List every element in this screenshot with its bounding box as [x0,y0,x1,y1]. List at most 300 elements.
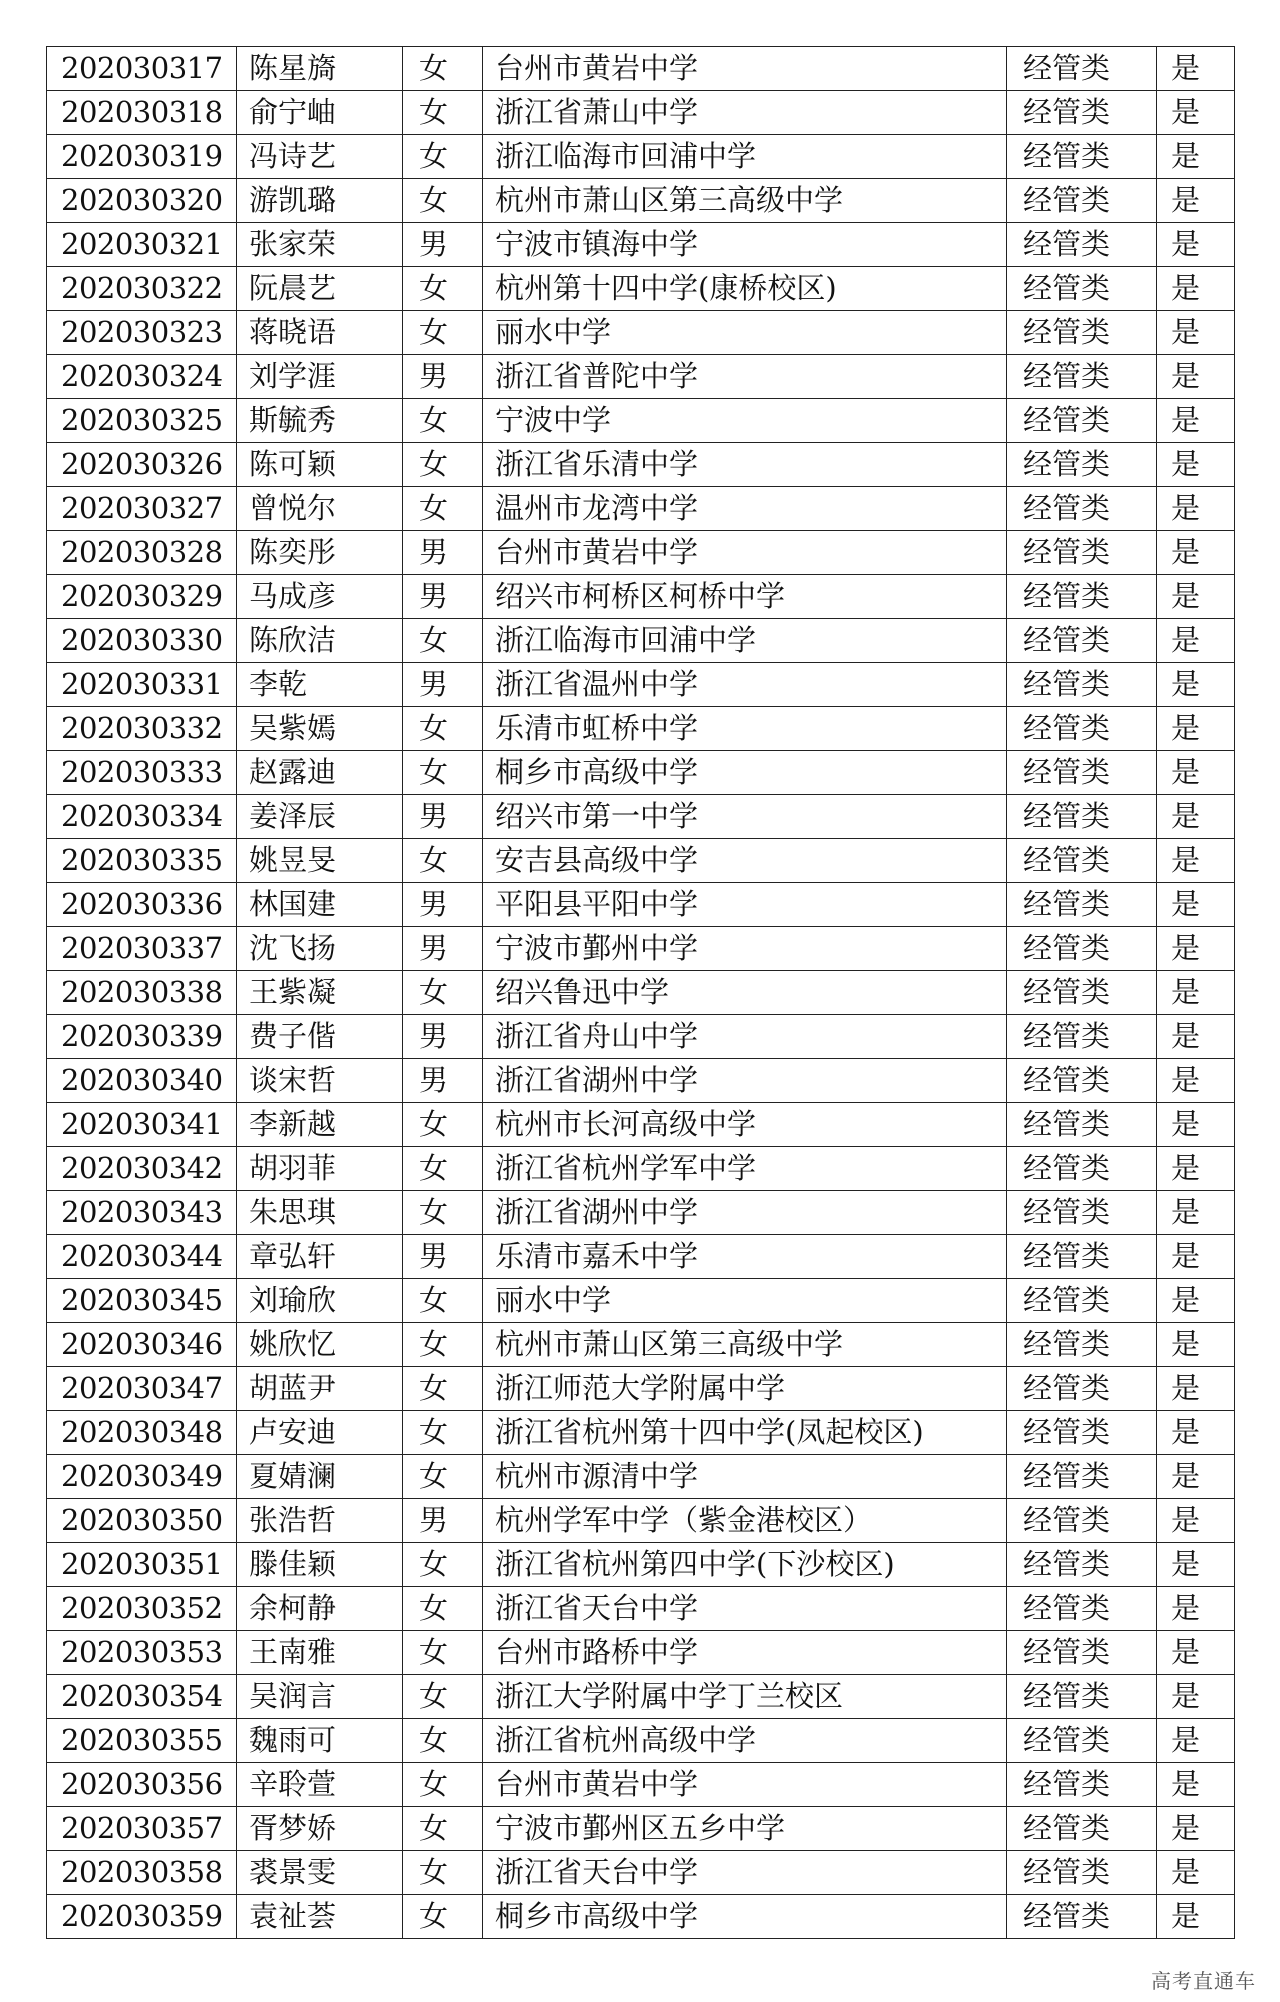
category-cell: 经管类 [1007,267,1157,311]
student-name-cell: 姚欣忆 [237,1323,403,1367]
category-cell: 经管类 [1007,1455,1157,1499]
school-cell: 杭州市萧山区第三高级中学 [483,1323,1007,1367]
table-row [47,1851,1235,1895]
status-cell: 是 [1157,355,1235,399]
table-row [47,1807,1235,1851]
gender-cell: 男 [403,1499,483,1543]
table-row [47,795,1235,839]
gender-cell: 女 [403,1367,483,1411]
category-cell: 经管类 [1007,1235,1157,1279]
table-row [47,1543,1235,1587]
school-cell: 杭州市长河高级中学 [483,1103,1007,1147]
student-name-cell: 俞宁岫 [237,91,403,135]
student-id-cell: 202030318 [47,91,237,135]
student-name-cell: 陈欣洁 [237,619,403,663]
school-cell: 桐乡市高级中学 [483,751,1007,795]
student-id-cell: 202030338 [47,971,237,1015]
status-cell: 是 [1157,1103,1235,1147]
table-row [47,1763,1235,1807]
student-name-cell: 王紫凝 [237,971,403,1015]
gender-cell: 男 [403,927,483,971]
student-name-cell: 谈宋哲 [237,1059,403,1103]
status-cell: 是 [1157,267,1235,311]
category-cell: 经管类 [1007,1543,1157,1587]
gender-cell: 女 [403,839,483,883]
table-row [47,1323,1235,1367]
student-name-cell: 冯诗艺 [237,135,403,179]
category-cell: 经管类 [1007,1279,1157,1323]
roster-table [46,46,1235,1939]
student-name-cell: 陈奕彤 [237,531,403,575]
gender-cell: 女 [403,91,483,135]
gender-cell: 女 [403,1103,483,1147]
status-cell: 是 [1157,1147,1235,1191]
table-row [47,1279,1235,1323]
school-cell: 浙江省乐清中学 [483,443,1007,487]
gender-cell: 男 [403,795,483,839]
status-cell: 是 [1157,1631,1235,1675]
student-id-cell: 202030351 [47,1543,237,1587]
table-row [47,179,1235,223]
school-cell: 杭州第十四中学(康桥校区) [483,267,1007,311]
student-id-cell: 202030336 [47,883,237,927]
category-cell: 经管类 [1007,663,1157,707]
table-row [47,311,1235,355]
student-id-cell: 202030323 [47,311,237,355]
student-name-cell: 费子偕 [237,1015,403,1059]
category-cell: 经管类 [1007,223,1157,267]
gender-cell: 女 [403,487,483,531]
roster-table-body [47,47,1235,1939]
status-cell: 是 [1157,1719,1235,1763]
category-cell: 经管类 [1007,1015,1157,1059]
student-name-cell: 王南雅 [237,1631,403,1675]
status-cell: 是 [1157,1367,1235,1411]
gender-cell: 女 [403,619,483,663]
status-cell: 是 [1157,1455,1235,1499]
watermark-text: 高考直通车 [1151,1969,1256,1993]
student-name-cell: 滕佳颖 [237,1543,403,1587]
school-cell: 浙江省天台中学 [483,1851,1007,1895]
status-cell: 是 [1157,575,1235,619]
gender-cell: 女 [403,1411,483,1455]
status-cell: 是 [1157,927,1235,971]
school-cell: 乐清市嘉禾中学 [483,1235,1007,1279]
student-id-cell: 202030352 [47,1587,237,1631]
category-cell: 经管类 [1007,1587,1157,1631]
student-id-cell: 202030344 [47,1235,237,1279]
table-row [47,1411,1235,1455]
gender-cell: 女 [403,1455,483,1499]
student-name-cell: 蒋晓语 [237,311,403,355]
student-id-cell: 202030337 [47,927,237,971]
school-cell: 浙江临海市回浦中学 [483,619,1007,663]
school-cell: 浙江省湖州中学 [483,1191,1007,1235]
gender-cell: 女 [403,971,483,1015]
student-id-cell: 202030317 [47,47,237,91]
table-row [47,839,1235,883]
category-cell: 经管类 [1007,1103,1157,1147]
category-cell: 经管类 [1007,1631,1157,1675]
gender-cell: 女 [403,1675,483,1719]
category-cell: 经管类 [1007,1367,1157,1411]
school-cell: 浙江省杭州学军中学 [483,1147,1007,1191]
table-row [47,1015,1235,1059]
student-name-cell: 张浩哲 [237,1499,403,1543]
student-id-cell: 202030358 [47,1851,237,1895]
school-cell: 安吉县高级中学 [483,839,1007,883]
student-id-cell: 202030321 [47,223,237,267]
gender-cell: 女 [403,311,483,355]
student-id-cell: 202030339 [47,1015,237,1059]
status-cell: 是 [1157,311,1235,355]
category-cell: 经管类 [1007,1499,1157,1543]
status-cell: 是 [1157,223,1235,267]
school-cell: 台州市路桥中学 [483,1631,1007,1675]
school-cell: 乐清市虹桥中学 [483,707,1007,751]
table-row [47,1719,1235,1763]
school-cell: 台州市黄岩中学 [483,1763,1007,1807]
student-name-cell: 魏雨可 [237,1719,403,1763]
roster-table-container [46,46,1234,1939]
table-row [47,1631,1235,1675]
student-id-cell: 202030345 [47,1279,237,1323]
school-cell: 浙江省杭州第十四中学(凤起校区) [483,1411,1007,1455]
student-name-cell: 袁祉荟 [237,1895,403,1939]
table-row [47,355,1235,399]
gender-cell: 女 [403,1191,483,1235]
student-id-cell: 202030326 [47,443,237,487]
gender-cell: 女 [403,47,483,91]
status-cell: 是 [1157,971,1235,1015]
category-cell: 经管类 [1007,751,1157,795]
school-cell: 丽水中学 [483,1279,1007,1323]
student-id-cell: 202030340 [47,1059,237,1103]
table-row [47,223,1235,267]
table-row [47,1103,1235,1147]
gender-cell: 女 [403,1807,483,1851]
school-cell: 宁波市鄞州中学 [483,927,1007,971]
school-cell: 浙江省萧山中学 [483,91,1007,135]
table-row [47,1499,1235,1543]
school-cell: 宁波市镇海中学 [483,223,1007,267]
school-cell: 宁波市鄞州区五乡中学 [483,1807,1007,1851]
school-cell: 浙江省温州中学 [483,663,1007,707]
student-name-cell: 张家荣 [237,223,403,267]
status-cell: 是 [1157,1895,1235,1939]
gender-cell: 女 [403,1279,483,1323]
table-row [47,883,1235,927]
status-cell: 是 [1157,1411,1235,1455]
category-cell: 经管类 [1007,399,1157,443]
table-row [47,1191,1235,1235]
student-name-cell: 游凯璐 [237,179,403,223]
category-cell: 经管类 [1007,927,1157,971]
school-cell: 浙江省杭州第四中学(下沙校区) [483,1543,1007,1587]
category-cell: 经管类 [1007,1059,1157,1103]
student-id-cell: 202030350 [47,1499,237,1543]
student-id-cell: 202030341 [47,1103,237,1147]
status-cell: 是 [1157,1323,1235,1367]
category-cell: 经管类 [1007,1895,1157,1939]
student-id-cell: 202030356 [47,1763,237,1807]
table-row [47,531,1235,575]
category-cell: 经管类 [1007,839,1157,883]
table-row [47,135,1235,179]
gender-cell: 女 [403,1631,483,1675]
table-row [47,487,1235,531]
student-name-cell: 辛聆萱 [237,1763,403,1807]
school-cell: 浙江省天台中学 [483,1587,1007,1631]
gender-cell: 女 [403,1323,483,1367]
student-id-cell: 202030320 [47,179,237,223]
category-cell: 经管类 [1007,575,1157,619]
category-cell: 经管类 [1007,91,1157,135]
school-cell: 浙江省湖州中学 [483,1059,1007,1103]
table-row [47,1675,1235,1719]
table-row [47,751,1235,795]
table-row [47,1059,1235,1103]
school-cell: 浙江大学附属中学丁兰校区 [483,1675,1007,1719]
gender-cell: 男 [403,223,483,267]
table-row [47,707,1235,751]
school-cell: 杭州市萧山区第三高级中学 [483,179,1007,223]
student-name-cell: 赵露迪 [237,751,403,795]
table-row [47,91,1235,135]
category-cell: 经管类 [1007,135,1157,179]
student-name-cell: 李新越 [237,1103,403,1147]
status-cell: 是 [1157,663,1235,707]
status-cell: 是 [1157,47,1235,91]
table-row [47,443,1235,487]
gender-cell: 女 [403,399,483,443]
table-row [47,1235,1235,1279]
student-id-cell: 202030324 [47,355,237,399]
status-cell: 是 [1157,1191,1235,1235]
status-cell: 是 [1157,91,1235,135]
student-name-cell: 马成彦 [237,575,403,619]
status-cell: 是 [1157,1807,1235,1851]
student-name-cell: 刘学涯 [237,355,403,399]
student-name-cell: 沈飞扬 [237,927,403,971]
student-id-cell: 202030329 [47,575,237,619]
gender-cell: 女 [403,707,483,751]
status-cell: 是 [1157,135,1235,179]
student-name-cell: 陈可颖 [237,443,403,487]
table-row [47,1587,1235,1631]
school-cell: 绍兴市柯桥区柯桥中学 [483,575,1007,619]
school-cell: 浙江省杭州高级中学 [483,1719,1007,1763]
school-cell: 杭州市源清中学 [483,1455,1007,1499]
student-name-cell: 裘景雯 [237,1851,403,1895]
status-cell: 是 [1157,1543,1235,1587]
student-id-cell: 202030331 [47,663,237,707]
category-cell: 经管类 [1007,1851,1157,1895]
student-id-cell: 202030343 [47,1191,237,1235]
status-cell: 是 [1157,179,1235,223]
table-row [47,927,1235,971]
student-id-cell: 202030348 [47,1411,237,1455]
school-cell: 浙江省普陀中学 [483,355,1007,399]
gender-cell: 男 [403,663,483,707]
category-cell: 经管类 [1007,1411,1157,1455]
gender-cell: 女 [403,135,483,179]
status-cell: 是 [1157,1763,1235,1807]
gender-cell: 女 [403,1895,483,1939]
table-row [47,663,1235,707]
student-name-cell: 胡蓝尹 [237,1367,403,1411]
gender-cell: 男 [403,355,483,399]
gender-cell: 男 [403,1015,483,1059]
student-name-cell: 吴紫嫣 [237,707,403,751]
category-cell: 经管类 [1007,311,1157,355]
school-cell: 杭州学军中学（紫金港校区） [483,1499,1007,1543]
status-cell: 是 [1157,487,1235,531]
category-cell: 经管类 [1007,487,1157,531]
table-row [47,1367,1235,1411]
gender-cell: 女 [403,1719,483,1763]
school-cell: 浙江省舟山中学 [483,1015,1007,1059]
category-cell: 经管类 [1007,1147,1157,1191]
student-id-cell: 202030355 [47,1719,237,1763]
student-name-cell: 曾悦尔 [237,487,403,531]
category-cell: 经管类 [1007,883,1157,927]
school-cell: 台州市黄岩中学 [483,531,1007,575]
gender-cell: 女 [403,1587,483,1631]
student-name-cell: 夏婧澜 [237,1455,403,1499]
school-cell: 温州市龙湾中学 [483,487,1007,531]
school-cell: 桐乡市高级中学 [483,1895,1007,1939]
student-id-cell: 202030334 [47,795,237,839]
status-cell: 是 [1157,1235,1235,1279]
student-name-cell: 卢安迪 [237,1411,403,1455]
table-row [47,267,1235,311]
category-cell: 经管类 [1007,1191,1157,1235]
student-id-cell: 202030327 [47,487,237,531]
table-row [47,1895,1235,1939]
student-id-cell: 202030354 [47,1675,237,1719]
table-row [47,575,1235,619]
table-row [47,47,1235,91]
student-id-cell: 202030349 [47,1455,237,1499]
status-cell: 是 [1157,1015,1235,1059]
status-cell: 是 [1157,1851,1235,1895]
table-row [47,971,1235,1015]
student-id-cell: 202030357 [47,1807,237,1851]
student-id-cell: 202030328 [47,531,237,575]
gender-cell: 女 [403,1543,483,1587]
status-cell: 是 [1157,399,1235,443]
status-cell: 是 [1157,883,1235,927]
status-cell: 是 [1157,443,1235,487]
gender-cell: 女 [403,443,483,487]
category-cell: 经管类 [1007,1763,1157,1807]
status-cell: 是 [1157,531,1235,575]
student-id-cell: 202030330 [47,619,237,663]
school-cell: 台州市黄岩中学 [483,47,1007,91]
student-name-cell: 姜泽辰 [237,795,403,839]
category-cell: 经管类 [1007,179,1157,223]
category-cell: 经管类 [1007,795,1157,839]
student-id-cell: 202030325 [47,399,237,443]
student-id-cell: 202030347 [47,1367,237,1411]
student-name-cell: 吴润言 [237,1675,403,1719]
status-cell: 是 [1157,1499,1235,1543]
category-cell: 经管类 [1007,531,1157,575]
student-id-cell: 202030319 [47,135,237,179]
status-cell: 是 [1157,839,1235,883]
school-cell: 丽水中学 [483,311,1007,355]
student-name-cell: 姚昱旻 [237,839,403,883]
student-name-cell: 刘瑜欣 [237,1279,403,1323]
category-cell: 经管类 [1007,1323,1157,1367]
gender-cell: 男 [403,883,483,927]
gender-cell: 男 [403,575,483,619]
status-cell: 是 [1157,795,1235,839]
gender-cell: 男 [403,1235,483,1279]
table-row [47,1455,1235,1499]
school-cell: 浙江临海市回浦中学 [483,135,1007,179]
table-row [47,1147,1235,1191]
status-cell: 是 [1157,1587,1235,1631]
category-cell: 经管类 [1007,1719,1157,1763]
student-name-cell: 林国建 [237,883,403,927]
student-id-cell: 202030322 [47,267,237,311]
student-id-cell: 202030333 [47,751,237,795]
student-name-cell: 阮晨艺 [237,267,403,311]
category-cell: 经管类 [1007,355,1157,399]
school-cell: 宁波中学 [483,399,1007,443]
category-cell: 经管类 [1007,443,1157,487]
status-cell: 是 [1157,1675,1235,1719]
student-name-cell: 胡羽菲 [237,1147,403,1191]
school-cell: 绍兴鲁迅中学 [483,971,1007,1015]
gender-cell: 女 [403,751,483,795]
gender-cell: 女 [403,179,483,223]
school-cell: 绍兴市第一中学 [483,795,1007,839]
category-cell: 经管类 [1007,971,1157,1015]
gender-cell: 男 [403,1059,483,1103]
school-cell: 浙江师范大学附属中学 [483,1367,1007,1411]
student-name-cell: 陈星旖 [237,47,403,91]
student-name-cell: 李乾 [237,663,403,707]
student-name-cell: 朱思琪 [237,1191,403,1235]
gender-cell: 女 [403,1763,483,1807]
gender-cell: 男 [403,531,483,575]
gender-cell: 女 [403,267,483,311]
school-cell: 平阳县平阳中学 [483,883,1007,927]
student-name-cell: 章弘轩 [237,1235,403,1279]
student-id-cell: 202030332 [47,707,237,751]
status-cell: 是 [1157,1279,1235,1323]
student-id-cell: 202030342 [47,1147,237,1191]
student-id-cell: 202030353 [47,1631,237,1675]
student-name-cell: 余柯静 [237,1587,403,1631]
status-cell: 是 [1157,1059,1235,1103]
category-cell: 经管类 [1007,1807,1157,1851]
gender-cell: 女 [403,1851,483,1895]
category-cell: 经管类 [1007,619,1157,663]
status-cell: 是 [1157,751,1235,795]
category-cell: 经管类 [1007,1675,1157,1719]
status-cell: 是 [1157,619,1235,663]
student-id-cell: 202030346 [47,1323,237,1367]
status-cell: 是 [1157,707,1235,751]
student-id-cell: 202030335 [47,839,237,883]
table-row [47,619,1235,663]
gender-cell: 女 [403,1147,483,1191]
student-name-cell: 胥梦娇 [237,1807,403,1851]
